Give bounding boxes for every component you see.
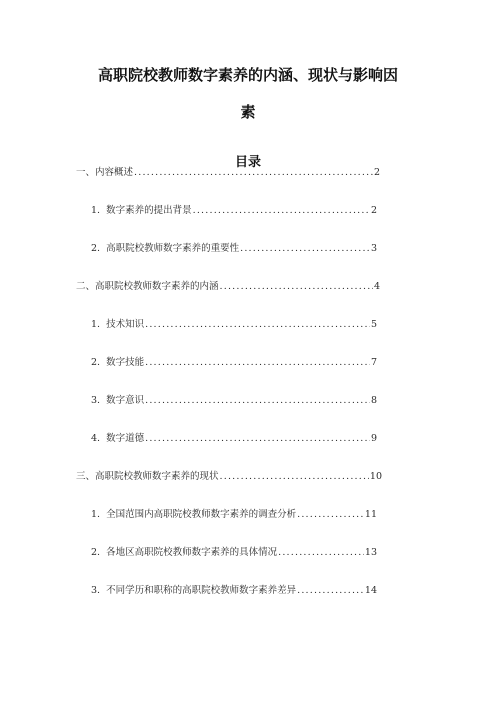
- toc-entry-3-2[interactable]: [91, 547, 377, 559]
- toc-entry-3[interactable]: [76, 471, 382, 483]
- toc-entry-2-4[interactable]: [91, 433, 377, 445]
- toc-entry-3-3[interactable]: [91, 585, 377, 597]
- toc-leader-dots: [278, 547, 364, 559]
- toc-entry-number: 1.: [91, 319, 101, 330]
- toc-entry-text: 二、高职院校教师数字素养的内涵: [76, 281, 219, 292]
- toc-leader-dots: [134, 167, 373, 179]
- toc-entry-page: 2: [370, 205, 377, 216]
- toc-leader-dots: [193, 205, 370, 217]
- toc-entry-text: 技术知识: [106, 319, 145, 330]
- toc-entry-page: 5: [370, 319, 377, 330]
- toc-entry-text: 数字意识: [106, 395, 145, 406]
- toc-entry-page: 14: [364, 585, 377, 596]
- toc-entry-text: 一、内容概述: [76, 167, 134, 178]
- toc-entry-text: 全国范围内高职院校教师数字素养的调查分析: [106, 509, 297, 520]
- toc-leader-dots: [145, 357, 370, 369]
- toc-entry-page: 13: [364, 547, 377, 558]
- toc-entry-page: 9: [370, 433, 377, 444]
- toc-leader-dots: [145, 319, 370, 331]
- toc-entry-page: 7: [370, 357, 377, 368]
- toc-entry-1-1[interactable]: [91, 205, 377, 217]
- toc-entry-number: 1.: [91, 205, 101, 216]
- toc-entry-2[interactable]: [76, 281, 380, 293]
- document-title-line-2: 素: [240, 103, 256, 121]
- toc-entry-2-3[interactable]: [91, 395, 377, 407]
- toc-entry-number: 4.: [91, 433, 101, 444]
- toc-entry-text: 数字技能: [106, 357, 145, 368]
- toc-entry-number: 3.: [91, 395, 101, 406]
- toc-leader-dots: [297, 509, 364, 521]
- toc-entry-1-2[interactable]: [91, 243, 377, 255]
- toc-entry-text: 高职院校教师数字素养的重要性: [106, 243, 240, 254]
- toc-entry-text: 数字素养的提出背景: [106, 205, 192, 216]
- toc-entry-text: 数字道德: [106, 433, 145, 444]
- toc-entry-page: 11: [364, 509, 377, 520]
- toc-entry-2-2[interactable]: [91, 357, 377, 369]
- toc-entry-number: 2.: [91, 243, 101, 254]
- toc-entry-3-1[interactable]: [91, 509, 377, 521]
- toc-leader-dots: [240, 243, 370, 255]
- toc-entry-number: 2.: [91, 357, 101, 368]
- toc-entry-page: 8: [370, 395, 377, 406]
- toc-entry-page: 3: [370, 243, 377, 254]
- toc-entry-1[interactable]: [76, 167, 380, 179]
- toc-entry-number: 3.: [91, 585, 101, 596]
- toc-leader-dots: [297, 585, 364, 597]
- toc-entry-text: 各地区高职院校教师数字素养的具体情况: [106, 547, 278, 558]
- toc-leader-dots: [220, 281, 373, 293]
- toc-entry-number: 2.: [91, 547, 101, 558]
- toc-leader-dots: [145, 395, 370, 407]
- document-title-line-1: 高职院校教师数字素养的内涵、现状与影响因: [97, 66, 398, 84]
- toc-leader-dots: [220, 471, 369, 483]
- toc-entry-page: 10: [369, 471, 382, 482]
- toc-entry-2-1[interactable]: [91, 319, 377, 331]
- toc-heading: 目录: [234, 155, 261, 170]
- toc-leader-dots: [145, 433, 370, 445]
- toc-entry-text: 三、高职院校教师数字素养的现状: [76, 471, 219, 482]
- toc-entry-text: 不同学历和职称的高职院校教师数字素养差异: [106, 585, 297, 596]
- toc-entry-page: 2: [373, 167, 380, 178]
- toc-entry-page: 4: [373, 281, 380, 292]
- toc-entry-number: 1.: [91, 509, 101, 520]
